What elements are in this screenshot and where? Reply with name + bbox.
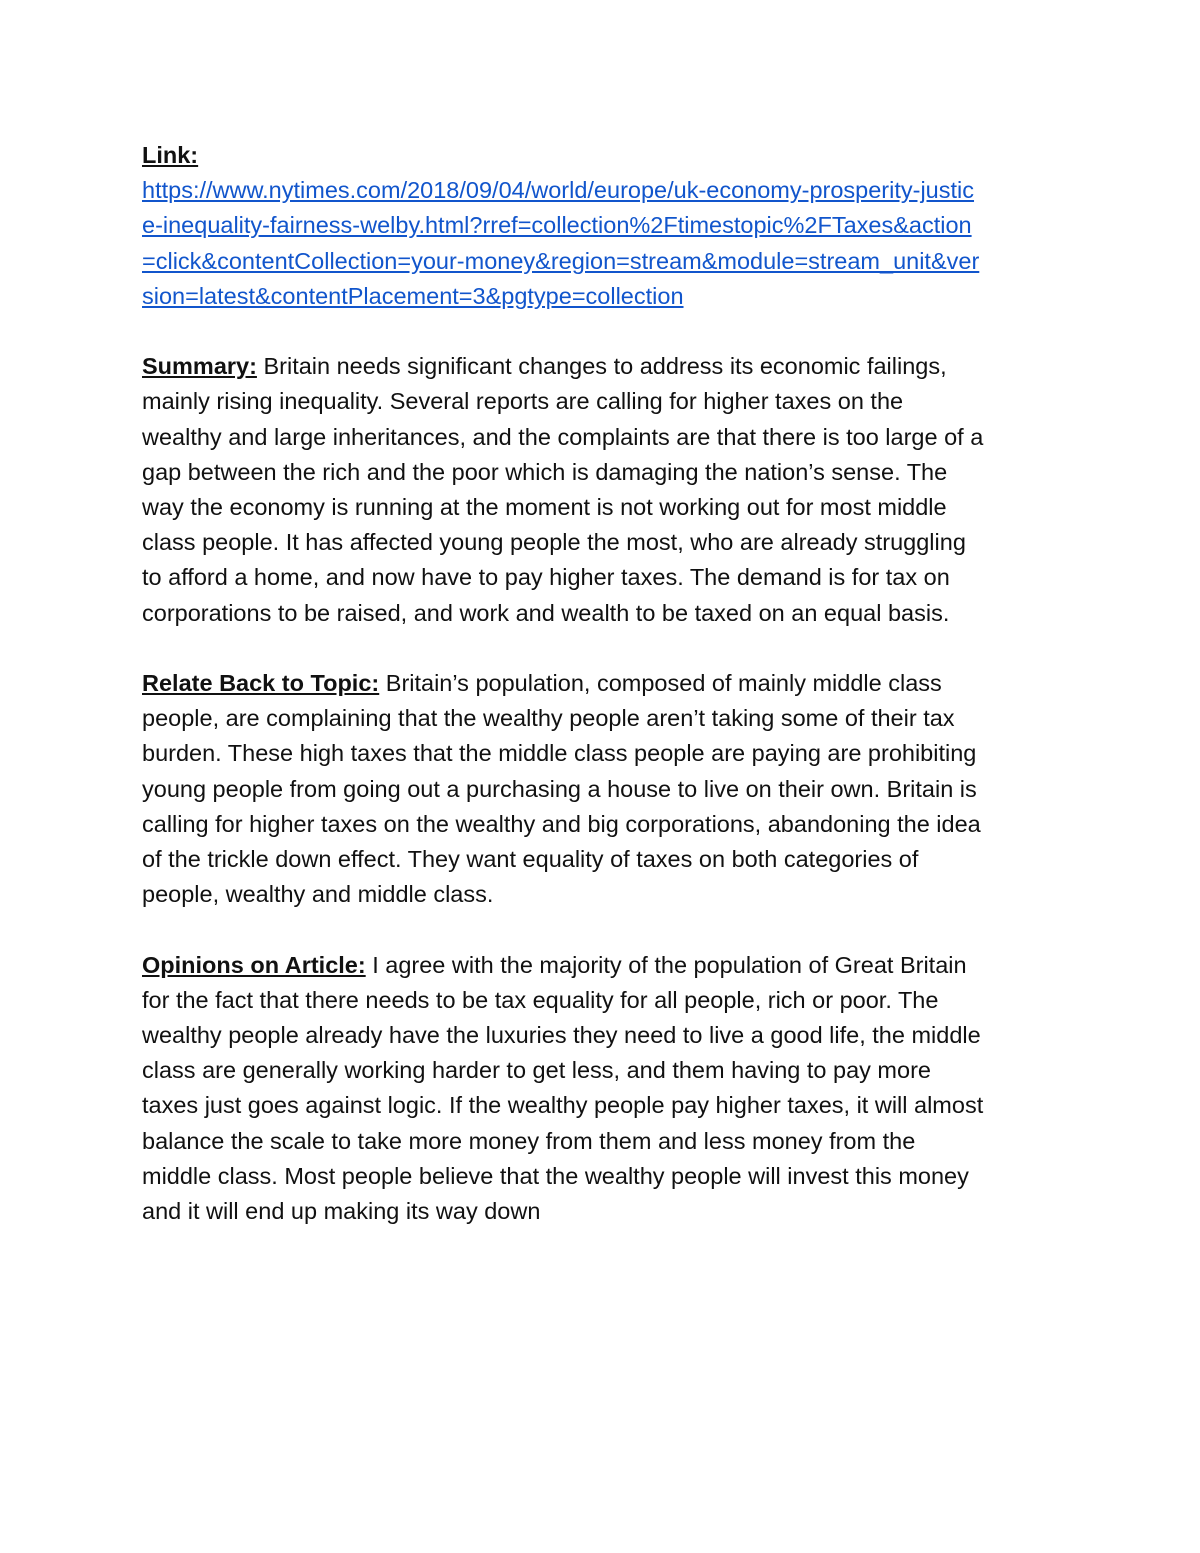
summary-text: to afford a home, and now have to pay higher taxes. The demand is for tax on xyxy=(142,564,950,591)
summary-heading: Summary: xyxy=(142,353,257,380)
opinions-text: taxes just goes against logic. If the wealthy people pay higher taxes, it will almost xyxy=(142,1092,984,1119)
summary-section xyxy=(142,349,1062,631)
summary-text: corporations to be raised, and work and wealth to be taxed on an equal basis. xyxy=(142,599,950,626)
relate-text: Britain’s population, composed of mainly middle class xyxy=(379,670,942,697)
opinions-text: I agree with the majority of the population of Great Britain xyxy=(365,951,967,978)
opinions-section xyxy=(142,948,1062,1230)
relate-text: young people from going out a purchasing a house to live on their own. Britain is xyxy=(142,775,977,802)
relate-text: of the trickle down effect. They want equality of taxes on both categories of xyxy=(142,846,919,873)
relate-heading: Relate Back to Topic: xyxy=(142,670,380,697)
summary-text: way the economy is running at the moment is not working out for most middle xyxy=(142,494,947,521)
relate-first-line xyxy=(142,666,1062,701)
relate-section xyxy=(142,666,1062,912)
opinions-text: middle class. Most people believe that the wealthy people will invest this money xyxy=(142,1162,969,1189)
opinions-first-line xyxy=(142,948,1062,983)
relate-text: people, are complaining that the wealthy people aren’t taking some of their tax xyxy=(142,705,955,732)
opinions-text: for the fact that there needs to be tax equality for all people, rich or poor. The xyxy=(142,986,939,1013)
opinions-text: and it will end up making its way down xyxy=(142,1198,541,1225)
opinions-text: balance the scale to take more money from them and less money from the xyxy=(142,1127,916,1154)
opinions-text: wealthy people already have the luxuries they need to live a good life, the middle xyxy=(142,1022,981,1049)
relate-text: calling for higher taxes on the wealthy and big corporations, abandoning the idea xyxy=(142,810,981,837)
document-page xyxy=(142,138,1062,1264)
summary-first-line xyxy=(142,349,1062,384)
summary-text: mainly rising inequality. Several reports are calling for higher taxes on the xyxy=(142,388,904,415)
article-link-line-3[interactable]: =click&contentCollection=your-money&region=stream&module=stream_unit&ver xyxy=(142,247,980,274)
opinions-heading: Opinions on Article: xyxy=(142,951,366,978)
summary-text: class people. It has affected young people the most, who are already struggling xyxy=(142,529,966,556)
summary-text: Britain needs significant changes to address its economic failings, xyxy=(256,353,947,380)
summary-text: wealthy and large inheritances, and the complaints are that there is too large of a xyxy=(142,423,984,450)
link-section xyxy=(142,138,1062,314)
relate-text: burden. These high taxes that the middle class people are paying are prohibiting xyxy=(142,740,977,767)
summary-text: gap between the rich and the poor which is damaging the nation’s sense. The xyxy=(142,458,948,485)
relate-text: people, wealthy and middle class. xyxy=(142,881,494,908)
article-link-line-2[interactable]: e-inequality-fairness-welby.html?rref=collection%2Ftimestopic%2FTaxes&action xyxy=(142,212,972,239)
article-link-line-1[interactable]: https://www.nytimes.com/2018/09/04/world/europe/uk-economy-prosperity-justic xyxy=(142,177,975,204)
opinions-text: class are generally working harder to get less, and them having to pay more xyxy=(142,1057,931,1084)
link-heading: Link: xyxy=(142,142,199,168)
article-link-line-4[interactable]: sion=latest&contentPlacement=3&pgtype=collection xyxy=(142,282,684,309)
